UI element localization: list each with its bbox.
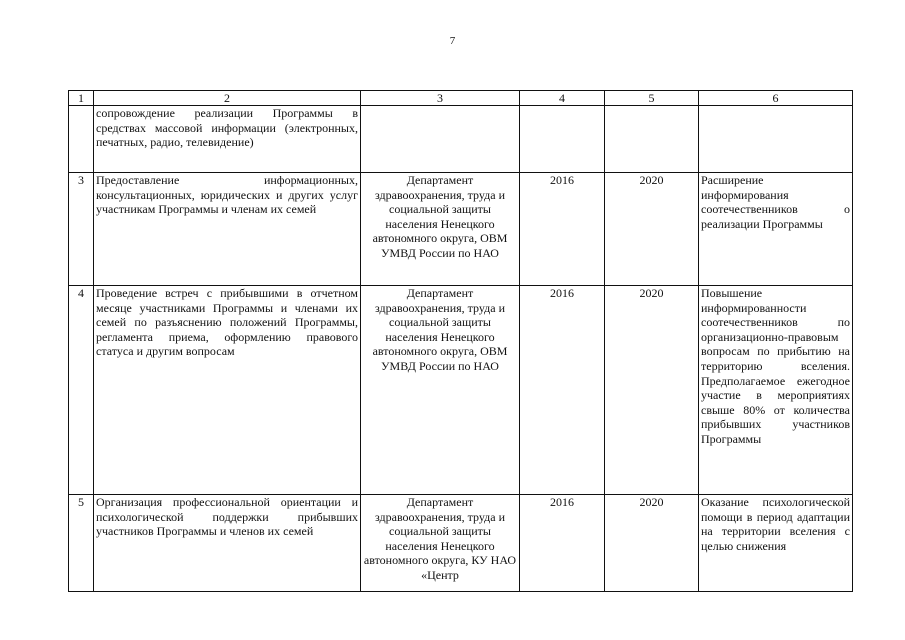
column-header-6: 6 — [699, 91, 853, 106]
row-number: 4 — [69, 286, 94, 495]
activity-cell: Предоставление информационных, консультационных, юридических и других услуг участникам Программы и членам их семей — [94, 173, 361, 286]
column-header-1: 1 — [69, 91, 94, 106]
column-header-5: 5 — [605, 91, 699, 106]
end-year-cell — [605, 106, 699, 173]
table-row — [69, 286, 853, 495]
result-cell — [699, 106, 853, 173]
result-cell: Оказание психологической помощи в период адаптации на территории вселения с целью снижения — [699, 495, 853, 592]
result-cell: Расширение информирования соотечественников о реализации Программы — [699, 173, 853, 286]
table-row — [69, 173, 853, 286]
column-header-2: 2 — [94, 91, 361, 106]
executor-cell — [361, 106, 520, 173]
result-cell: Повышение информированности соотечественников по организационно-правовым вопросам по прибытию на территорию вселения. Предполагаемое ежегодное участие в мероприятиях свыше 80% от количества прибывших участников Программы — [699, 286, 853, 495]
row-number: 5 — [69, 495, 94, 592]
start-year-cell — [520, 106, 605, 173]
executor-cell: Департамент здравоохранения, труда и социальной защиты населения Ненецкого автономного округа, КУ НАО «Центр — [361, 495, 520, 592]
program-activities-table — [68, 90, 853, 592]
start-year-cell: 2016 — [520, 286, 605, 495]
page-number: 7 — [449, 35, 456, 47]
activity-cell: Организация профессиональной ориентации и психологической поддержки прибывших участников Программы и членов их семей — [94, 495, 361, 592]
executor-cell: Департамент здравоохранения, труда и социальной защиты населения Ненецкого автономного округа, ОВМ УМВД России по НАО — [361, 286, 520, 495]
row-number — [69, 106, 94, 173]
end-year-cell: 2020 — [605, 286, 699, 495]
column-header-4: 4 — [520, 91, 605, 106]
table-header-row — [69, 91, 853, 106]
column-header-3: 3 — [361, 91, 520, 106]
activity-cell: сопровождение реализации Программы в средствах массовой информации (электронных, печатных, радио, телевидение) — [94, 106, 361, 173]
row-number: 3 — [69, 173, 94, 286]
activity-cell: Проведение встреч с прибывшими в отчетном месяце участниками Программы и членами их семей по разъяснению положений Программы, регламента приема, оформлению правового статуса и другим вопросам — [94, 286, 361, 495]
executor-cell: Департамент здравоохранения, труда и социальной защиты населения Ненецкого автономного округа, ОВМ УМВД России по НАО — [361, 173, 520, 286]
end-year-cell: 2020 — [605, 173, 699, 286]
end-year-cell: 2020 — [605, 495, 699, 592]
start-year-cell: 2016 — [520, 173, 605, 286]
table-row-continuation — [69, 106, 853, 173]
start-year-cell: 2016 — [520, 495, 605, 592]
table-row — [69, 495, 853, 592]
